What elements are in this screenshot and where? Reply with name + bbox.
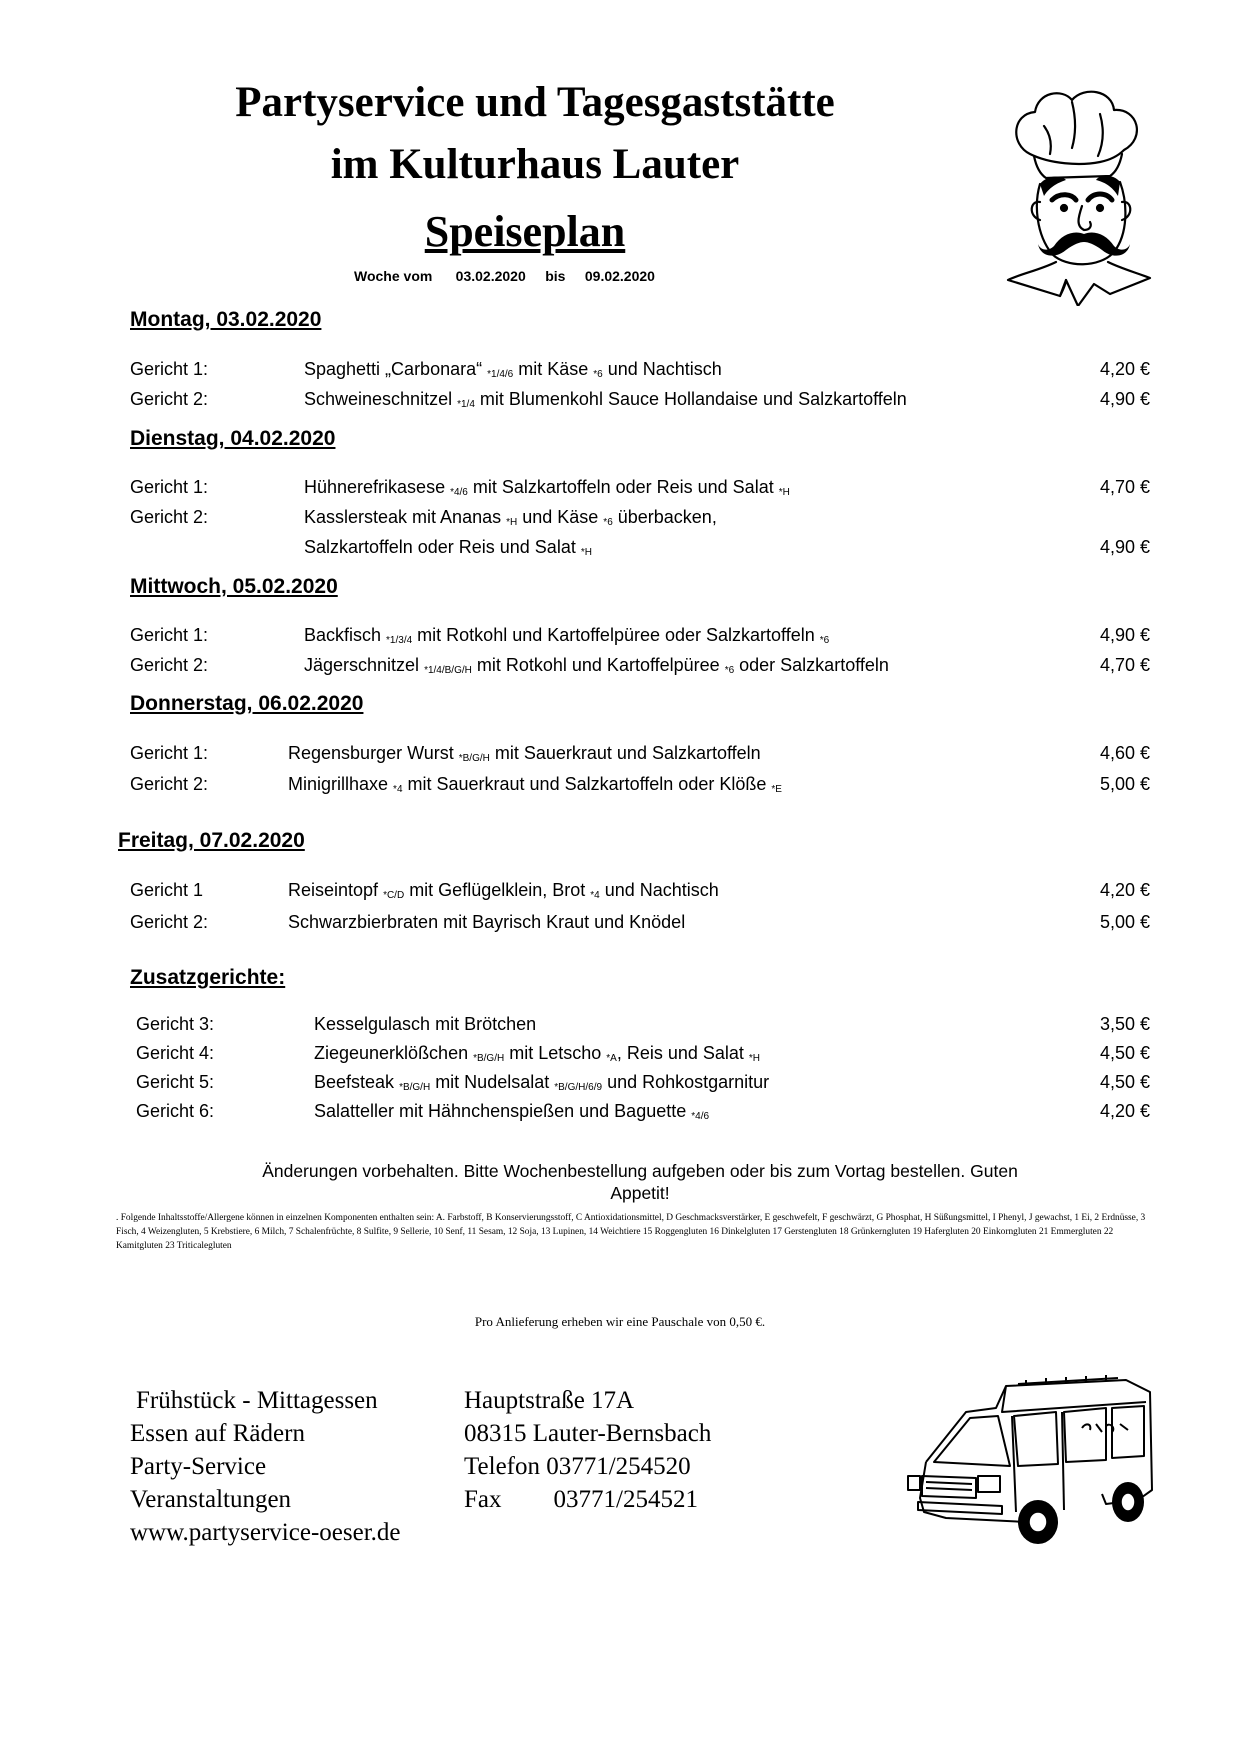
menu-item — [130, 654, 1150, 676]
menu-item — [130, 879, 1150, 901]
menu-item — [130, 388, 1150, 410]
day-heading: Zusatzgerichte: — [130, 966, 286, 989]
allergen-code: *4 — [590, 890, 600, 901]
menu-item-price: 5,00 € — [1099, 774, 1150, 794]
dish-text: Backfisch — [304, 625, 387, 645]
dish-text: Schwarzbierbraten mit Bayrisch Kraut und Knödel — [288, 912, 686, 932]
dish-text: Salzkartoffeln oder Reis und Salat — [304, 537, 581, 557]
dish-text: mit Sauerkraut und Salzkartoffeln oder Klöße — [402, 774, 772, 794]
allergen-code: *1/4/B/G/H — [424, 665, 472, 676]
order-notice-line-2: Appetit! — [610, 1183, 670, 1203]
dish-text: mit Salzkartoffeln oder Reis und Salat — [467, 477, 779, 497]
allergen-code: *H — [748, 1053, 761, 1064]
footer-fax-number: 03771/254521 — [553, 1486, 698, 1513]
menu-item-price: 4,90 € — [1099, 625, 1150, 645]
dish-text: Beefsteak — [314, 1072, 400, 1092]
week-to: 09.02.2020 — [584, 268, 655, 284]
footer-service-3: Party-Service — [130, 1453, 267, 1480]
dish-text: mit Rotkohl und Kartoffelpüree — [471, 655, 725, 675]
footer-phone: Telefon 03771/254520 — [464, 1453, 691, 1480]
menu-item-price: 4,20 € — [1099, 359, 1150, 379]
dish-text: Reiseintopf — [288, 880, 384, 900]
menu-item-price: 4,90 € — [1099, 537, 1150, 557]
footer-fax — [464, 1483, 698, 1516]
menu-item-dish — [304, 654, 889, 682]
menu-item — [136, 1100, 1150, 1122]
menu-item-label: Gericht 5: — [136, 1072, 215, 1092]
menu-item-label: Gericht 4: — [136, 1043, 215, 1063]
dish-text: mit Geflügelklein, Brot — [404, 880, 591, 900]
menu-item-price: 4,70 € — [1099, 655, 1150, 675]
delivery-van-illustration — [906, 1372, 1156, 1550]
allergen-code: *6 — [724, 665, 735, 676]
day-heading: Montag, 03.02.2020 — [130, 308, 322, 331]
menu-item — [130, 476, 1150, 498]
allergen-code: *E — [771, 784, 782, 795]
menu-item-label: Gericht 6: — [136, 1101, 215, 1121]
allergen-code: *C/D — [383, 890, 405, 901]
menu-item-price: 4,60 € — [1099, 743, 1150, 763]
day-heading: Donnerstag, 06.02.2020 — [130, 692, 364, 715]
heading-line-2: im Kulturhaus Lauter — [330, 141, 740, 188]
dish-text: überbacken, — [612, 507, 717, 527]
week-sep: bis — [545, 268, 566, 284]
menu-item-dish — [304, 624, 829, 652]
dish-text: Salatteller mit Hähnchenspießen und Baguette — [314, 1101, 692, 1121]
dish-text: Hühnerefrikasese — [304, 477, 451, 497]
menu-item-price: 4,20 € — [1099, 880, 1150, 900]
menu-item-label: Gericht 2: — [130, 774, 209, 794]
menu-item-dish — [288, 911, 685, 933]
delivery-fee-note: Pro Anlieferung erheben wir eine Pauschale von 0,50 €. — [474, 1314, 766, 1329]
order-notice — [160, 1160, 1120, 1204]
allergen-code: *B/G/H — [473, 1053, 505, 1064]
dish-text: und Käse — [517, 507, 604, 527]
menu-item — [130, 911, 1150, 933]
allergen-code: *6 — [593, 369, 603, 380]
menu-item-label: Gericht 1: — [130, 743, 209, 763]
menu-item — [130, 773, 1150, 795]
menu-item-dish — [314, 1100, 709, 1128]
footer-service-4: Veranstaltungen — [130, 1486, 292, 1513]
allergen-code: *1/3/4 — [386, 635, 413, 646]
footer-website: www.partyservice-oeser.de — [130, 1519, 401, 1546]
dish-text: Spaghetti „Carbonara“ — [304, 359, 488, 379]
menu-item-price: 4,50 € — [1099, 1043, 1150, 1063]
menu-item-dish — [314, 1013, 536, 1035]
dish-text: Kesselgulasch mit Brötchen — [314, 1014, 537, 1034]
dish-text: Schweineschnitzel — [304, 389, 458, 409]
menu-item-dish — [304, 476, 790, 504]
menu-item-label: Gericht 3: — [136, 1014, 215, 1034]
dish-text: und Rohkostgarnitur — [602, 1072, 770, 1092]
menu-item-label: Gericht 2: — [130, 507, 209, 527]
menu-item-price: 5,00 € — [1099, 912, 1150, 932]
allergen-code: *A — [606, 1053, 617, 1064]
menu-item-price: 4,50 € — [1099, 1072, 1150, 1092]
menu-item-dish — [304, 358, 722, 386]
menu-item-label: Gericht 1: — [130, 477, 209, 497]
week-label: Woche vom — [354, 268, 433, 284]
day-heading: Freitag, 07.02.2020 — [118, 829, 305, 852]
footer-service-2: Essen auf Rädern — [130, 1420, 305, 1447]
menu-item-label: Gericht 2: — [130, 912, 209, 932]
day-heading: Mittwoch, 05.02.2020 — [130, 575, 338, 598]
dish-text: mit Rotkohl und Kartoffelpüree oder Salzkartoffeln — [412, 625, 820, 645]
dish-text: mit Sauerkraut und Salzkartoffeln — [489, 743, 761, 763]
allergen-code: *4/6 — [691, 1111, 710, 1122]
menu-item — [136, 1042, 1150, 1064]
dish-text: Minigrillhaxe — [288, 774, 394, 794]
footer-fax-label: Fax — [464, 1486, 502, 1513]
dish-text: und Nachtisch — [602, 359, 722, 379]
allergen-code: *6 — [603, 517, 613, 528]
menu-item-dish-continued — [304, 536, 592, 564]
menu-item-label: Gericht 2: — [130, 655, 209, 675]
menu-item-price: 4,20 € — [1099, 1101, 1150, 1121]
allergen-code: *1/4/6 — [487, 369, 514, 380]
menu-item-dish — [314, 1071, 769, 1099]
week-range — [354, 268, 655, 284]
allergen-code: *B/G/H/6/9 — [554, 1082, 603, 1093]
heading-line-1: Partyservice und Tagesgaststätte — [235, 79, 835, 126]
dish-text: Jägerschnitzel — [304, 655, 425, 675]
menu-item-price: 3,50 € — [1099, 1014, 1150, 1034]
menu-item-label: Gericht 1: — [130, 625, 209, 645]
allergen-code: *B/G/H — [458, 753, 490, 764]
allergen-code: *H — [580, 547, 592, 558]
dish-text: Kasslersteak mit Ananas — [304, 507, 507, 527]
menu-item — [130, 742, 1150, 764]
allergen-code: *H — [506, 517, 518, 528]
menu-item — [130, 506, 1150, 558]
allergen-code: *B/G/H — [399, 1082, 431, 1093]
dish-text: oder Salzkartoffeln — [734, 655, 889, 675]
dish-text: mit Letscho — [504, 1043, 607, 1063]
menu-item-label: Gericht 1: — [130, 359, 209, 379]
dish-text: Ziegeunerklößchen — [314, 1043, 474, 1063]
menu-item-dish — [288, 773, 782, 801]
menu-item — [136, 1071, 1150, 1093]
chef-illustration — [1000, 84, 1160, 306]
menu-item-dish — [304, 388, 907, 416]
allergen-code: *H — [778, 487, 790, 498]
footer-city: 08315 Lauter-Bernsbach — [464, 1420, 712, 1447]
dish-text: mit Nudelsalat — [430, 1072, 555, 1092]
allergen-code: *4/6 — [450, 487, 468, 498]
menu-item-dish — [314, 1042, 760, 1070]
dish-text: , Reis und Salat — [616, 1043, 749, 1063]
allergen-code: *4 — [393, 784, 403, 795]
menu-item-label: Gericht 2: — [130, 389, 209, 409]
week-from: 03.02.2020 — [455, 268, 526, 284]
page-title: Speiseplan — [424, 207, 626, 256]
footer-street: Hauptstraße 17A — [464, 1387, 635, 1414]
menu-item — [136, 1013, 1150, 1035]
menu-item-label: Gericht 1 — [130, 880, 204, 900]
menu-item-dish — [304, 506, 717, 534]
dish-text: mit Käse — [513, 359, 594, 379]
menu-item-price: 4,70 € — [1099, 477, 1150, 497]
menu-item — [130, 358, 1150, 380]
menu-item — [130, 624, 1150, 646]
allergen-legend: . Folgende Inhaltsstoffe/Allergene können in einzelnen Komponenten enthalten sein: A. Farbstoff, B Konservierungsstoff, C Antioxidationsmittel, D Geschmacksverstärker, E geschwefelt, F geschwärzt, G Phosphat, H Süßungsmittel, I Phenyl, J gewachst, 1 Ei, 2 Erdnüsse, 3 Fisch, 4 Weizengluten, 5 Krebstiere, 6 Milch, 7 Schalenfrüchte, 8 Sulfite, 9 Sellerie, 10 Senf, 11 Sesam, 12 Soja, 13 Lupinen, 14 Weichtiere 15 Roggengluten 16 Dinkelgluten 17 Gerstengluten 18 Grünkerngluten 19 Hafergluten 20 Einkorngluten 21 Emmergluten 22 Kamitgluten 23 Triticalegluten — [116, 1213, 1146, 1251]
day-heading: Dienstag, 04.02.2020 — [130, 427, 336, 450]
order-notice-line-1: Änderungen vorbehalten. Bitte Wochenbestellung aufgeben oder bis zum Vortag bestellen. Guten — [262, 1161, 1018, 1181]
dish-text: und Nachtisch — [599, 880, 719, 900]
menu-item-dish — [288, 879, 719, 907]
dish-text: mit Blumenkohl Sauce Hollandaise und Salzkartoffeln — [474, 389, 907, 409]
dish-text: Regensburger Wurst — [288, 743, 459, 763]
menu-item-dish — [288, 742, 761, 770]
menu-item-price: 4,90 € — [1099, 389, 1150, 409]
allergen-code: *6 — [819, 635, 830, 646]
footer-service-1: Frühstück - Mittagessen — [136, 1387, 378, 1414]
allergen-code: *1/4 — [457, 399, 475, 410]
